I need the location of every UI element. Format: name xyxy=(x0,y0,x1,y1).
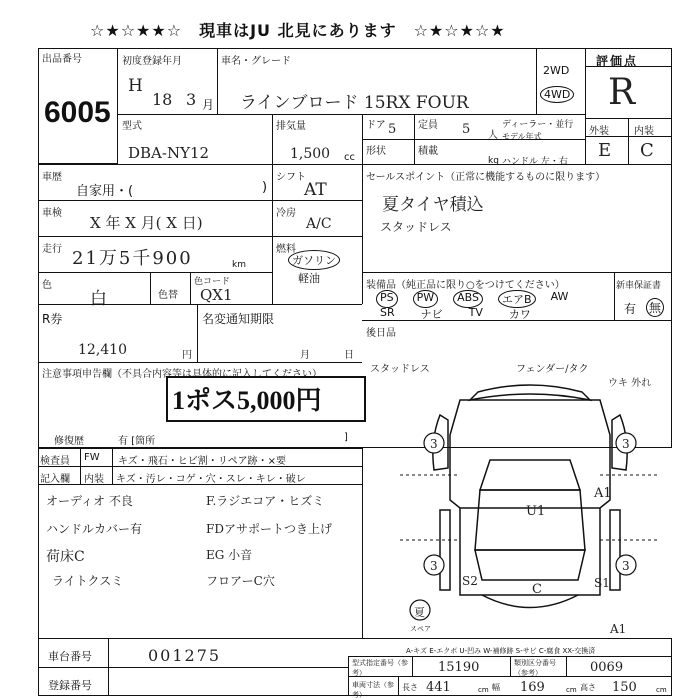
reg-no-label: 登録番号 xyxy=(48,679,92,692)
rating-ext-value: E xyxy=(598,140,612,161)
right-side xyxy=(610,510,620,590)
remark: オーディオ 不良 xyxy=(46,494,133,508)
aircon-label: 冷房 xyxy=(276,208,296,219)
repair-value: 有 [箇所 xyxy=(118,436,156,447)
model-name-label: 車名・グレード xyxy=(221,56,291,67)
dims-height-unit: cm xyxy=(656,686,667,694)
drive-2wd: 2WD xyxy=(543,64,570,77)
dims-width-label: 幅 xyxy=(492,683,500,692)
registration-month: 3 xyxy=(186,90,197,109)
lot-label: 出品番号 xyxy=(42,54,82,65)
chassis-label: 車台番号 xyxy=(48,650,92,663)
registration-month-unit: 月 xyxy=(202,98,215,112)
aircon-value: A/C xyxy=(306,216,332,232)
load-label: 積載 xyxy=(418,146,438,157)
equipment-item: エアB xyxy=(498,290,536,308)
color-code-label: 色コード xyxy=(194,277,231,287)
doors-value: 5 xyxy=(388,122,397,137)
sales-points-line1: 夏タイヤ積込 xyxy=(382,195,484,215)
class-no-label: 類別区分番号（参考） xyxy=(514,659,556,677)
warranty-label: 新車保証書 xyxy=(616,281,662,291)
diagram-mark: S2 xyxy=(462,574,478,588)
fuel-value2: 軽油 xyxy=(298,272,320,285)
dealer-label: ディーラー・並行 xyxy=(502,120,574,130)
inspector-fw: FW xyxy=(84,452,100,463)
dims-width-unit: cm xyxy=(566,686,577,694)
equipment-label: 装備品（純正品に限り○をつけてください） xyxy=(366,280,565,291)
notes-price: 1ポス5,000円 xyxy=(172,386,322,415)
dims-length-unit: cm xyxy=(478,686,489,694)
usage-close: ) xyxy=(262,180,268,195)
color-code-value: QX1 xyxy=(200,286,233,304)
diagram-mark: A1 xyxy=(594,486,612,501)
equipment-item: AW xyxy=(550,290,569,303)
diagram-mark: 3 xyxy=(622,437,630,451)
front-body xyxy=(450,400,610,508)
diagram-legend: A-キズ E-エクボ U-凹み W-補修跡 S-サビ C-腐食 XX-交換済 xyxy=(406,647,596,655)
remark: EG 小音 xyxy=(206,548,253,562)
usage-value: 自家用・( xyxy=(76,184,134,199)
name-change-month: 月 xyxy=(300,350,310,361)
recycle-value: 12,410 xyxy=(78,342,127,358)
remark: フロアーC穴 xyxy=(206,574,275,588)
mileage-value: 21万5千900 xyxy=(72,248,193,269)
remark: ライトクスミ xyxy=(52,574,124,588)
spec-no-value: 15190 xyxy=(438,660,480,675)
color-value: 白 xyxy=(90,289,107,309)
model-name-value: ラインブロード 15RX FOUR xyxy=(240,93,469,113)
displacement-label: 排気量 xyxy=(276,121,306,132)
entry-in: 内装 xyxy=(84,474,104,485)
usage-label: 車歴 xyxy=(42,172,62,183)
rating-ext-label: 外装 xyxy=(589,126,609,137)
front-bumper xyxy=(470,385,590,400)
rating-int-label: 内装 xyxy=(634,126,654,137)
fuel-value1: ガソリン xyxy=(288,250,340,270)
name-change-label: 名変通知期限 xyxy=(202,312,275,326)
windshield xyxy=(480,460,580,490)
recycle-label: R券 xyxy=(42,312,63,326)
diagram-note-mid: フェンダー/タク xyxy=(516,364,589,375)
dims-length: 441 xyxy=(426,680,451,695)
displacement-unit: cc xyxy=(344,152,355,163)
inspector-line1: キズ・飛石・ヒビ割・リペア跡・×要 xyxy=(118,456,286,467)
sales-points-line2: スタッドレス xyxy=(380,220,452,234)
capacity-unit: 人 xyxy=(488,130,498,141)
type-label: 型式 xyxy=(122,121,142,132)
rear-seat-label: 後日品 xyxy=(366,328,396,339)
capacity-label: 定員 xyxy=(418,120,438,131)
rear-body xyxy=(460,508,600,595)
dims-width: 169 xyxy=(520,680,545,695)
equipment-item: カワ xyxy=(508,308,531,321)
remark: FDアサポートつき上げ xyxy=(206,522,332,536)
sales-points-label: セールスポイント（正常に機能するものに限ります） xyxy=(366,172,606,183)
repair-label: 修復歴 xyxy=(54,436,84,447)
displacement-value: 1,500 xyxy=(290,146,331,162)
color-label: 色 xyxy=(42,280,52,291)
diagram-mark: C xyxy=(532,582,542,597)
handle-label: ハンドル 左・右 xyxy=(502,157,568,167)
dims-length-label: 長さ xyxy=(402,683,418,692)
shape-label: 形状 xyxy=(366,146,386,157)
load-unit: kg xyxy=(488,156,499,166)
entry-label: 記入欄 xyxy=(40,474,70,485)
diagram-mark: A1 xyxy=(610,622,627,636)
spare-label: スペア xyxy=(410,625,431,633)
color-change-label: 色替 xyxy=(158,290,178,301)
rating-label: 評価点 xyxy=(596,54,639,68)
doors-label: ドア xyxy=(366,120,386,131)
model-year-label: モデル年式 xyxy=(502,132,542,141)
entry-line2: キズ・汚レ・コゲ・穴・スレ・キレ・破レ xyxy=(116,474,306,485)
diagram-mark: S1 xyxy=(594,576,610,590)
dims-height-label: 高さ xyxy=(580,683,596,692)
dims-height: 150 xyxy=(612,680,637,695)
name-change-day: 日 xyxy=(344,350,354,361)
chassis-value: 001275 xyxy=(148,646,222,665)
diagram-mark: 3 xyxy=(622,559,630,573)
shift-label: シフト xyxy=(276,172,306,183)
repair-close: ] xyxy=(344,432,348,443)
class-no-value: 0069 xyxy=(590,660,624,675)
spec-no-label: 型式指定番号（参考） xyxy=(352,659,408,677)
equipment-item: SR xyxy=(380,306,395,319)
notes-label: 注意事項申告欄（不具合内容等は具体的に記入してください） xyxy=(42,369,322,380)
mileage-label: 走行 xyxy=(42,244,62,255)
inspection-label: 車検 xyxy=(42,208,62,219)
type-value: DBA-NY12 xyxy=(128,144,210,162)
remark: ハンドルカバー有 xyxy=(46,522,143,536)
inspection-value: X 年 X 月( X 日) xyxy=(90,214,203,232)
equipment-item: PW xyxy=(413,290,439,308)
rating-value: R xyxy=(608,72,636,113)
recycle-unit: 円 xyxy=(182,350,192,361)
rating-int-value: C xyxy=(640,140,654,161)
diagram-note-top: スタッドレス xyxy=(370,364,430,375)
equipment-item: PS xyxy=(376,290,398,308)
mileage-unit: km xyxy=(232,260,246,270)
left-side xyxy=(440,510,450,590)
remark: F.ラジエコア・ヒズミ xyxy=(206,494,325,508)
diagram-mark: 夏 xyxy=(414,606,425,619)
registration-label: 初度登録年月 xyxy=(122,56,182,67)
banner: ☆★☆★★☆ 現車はJU 北見にあります ☆★☆★☆★ xyxy=(90,21,506,40)
dims-label: 車両寸法（参考） xyxy=(352,681,394,699)
registration-year: 18 xyxy=(152,90,173,109)
drive-4wd: 4WD xyxy=(540,86,574,103)
registration-era: H xyxy=(128,76,143,96)
warranty-yes: 有 xyxy=(624,302,637,316)
equipment-item: TV xyxy=(468,306,483,319)
rear-window xyxy=(475,550,585,580)
roof xyxy=(475,490,585,550)
rear-bumper xyxy=(482,595,578,608)
capacity-value: 5 xyxy=(462,122,471,137)
equipment-item: ABS xyxy=(453,290,483,308)
diagram-mark: 3 xyxy=(430,437,438,451)
equipment-item: ナビ xyxy=(420,308,443,321)
warranty-no: 無 xyxy=(646,298,664,317)
diagram-mark: 3 xyxy=(430,559,438,573)
diagram-mark: U1 xyxy=(526,504,546,519)
inspector-label: 検査員 xyxy=(40,456,70,467)
lot-number: 6005 xyxy=(44,96,111,129)
shift-value: AT xyxy=(304,180,327,200)
fuel-label: 燃料 xyxy=(276,244,296,255)
diagram-note-right: ウキ 外れ xyxy=(608,378,652,389)
remark: 荷床C xyxy=(46,549,85,565)
